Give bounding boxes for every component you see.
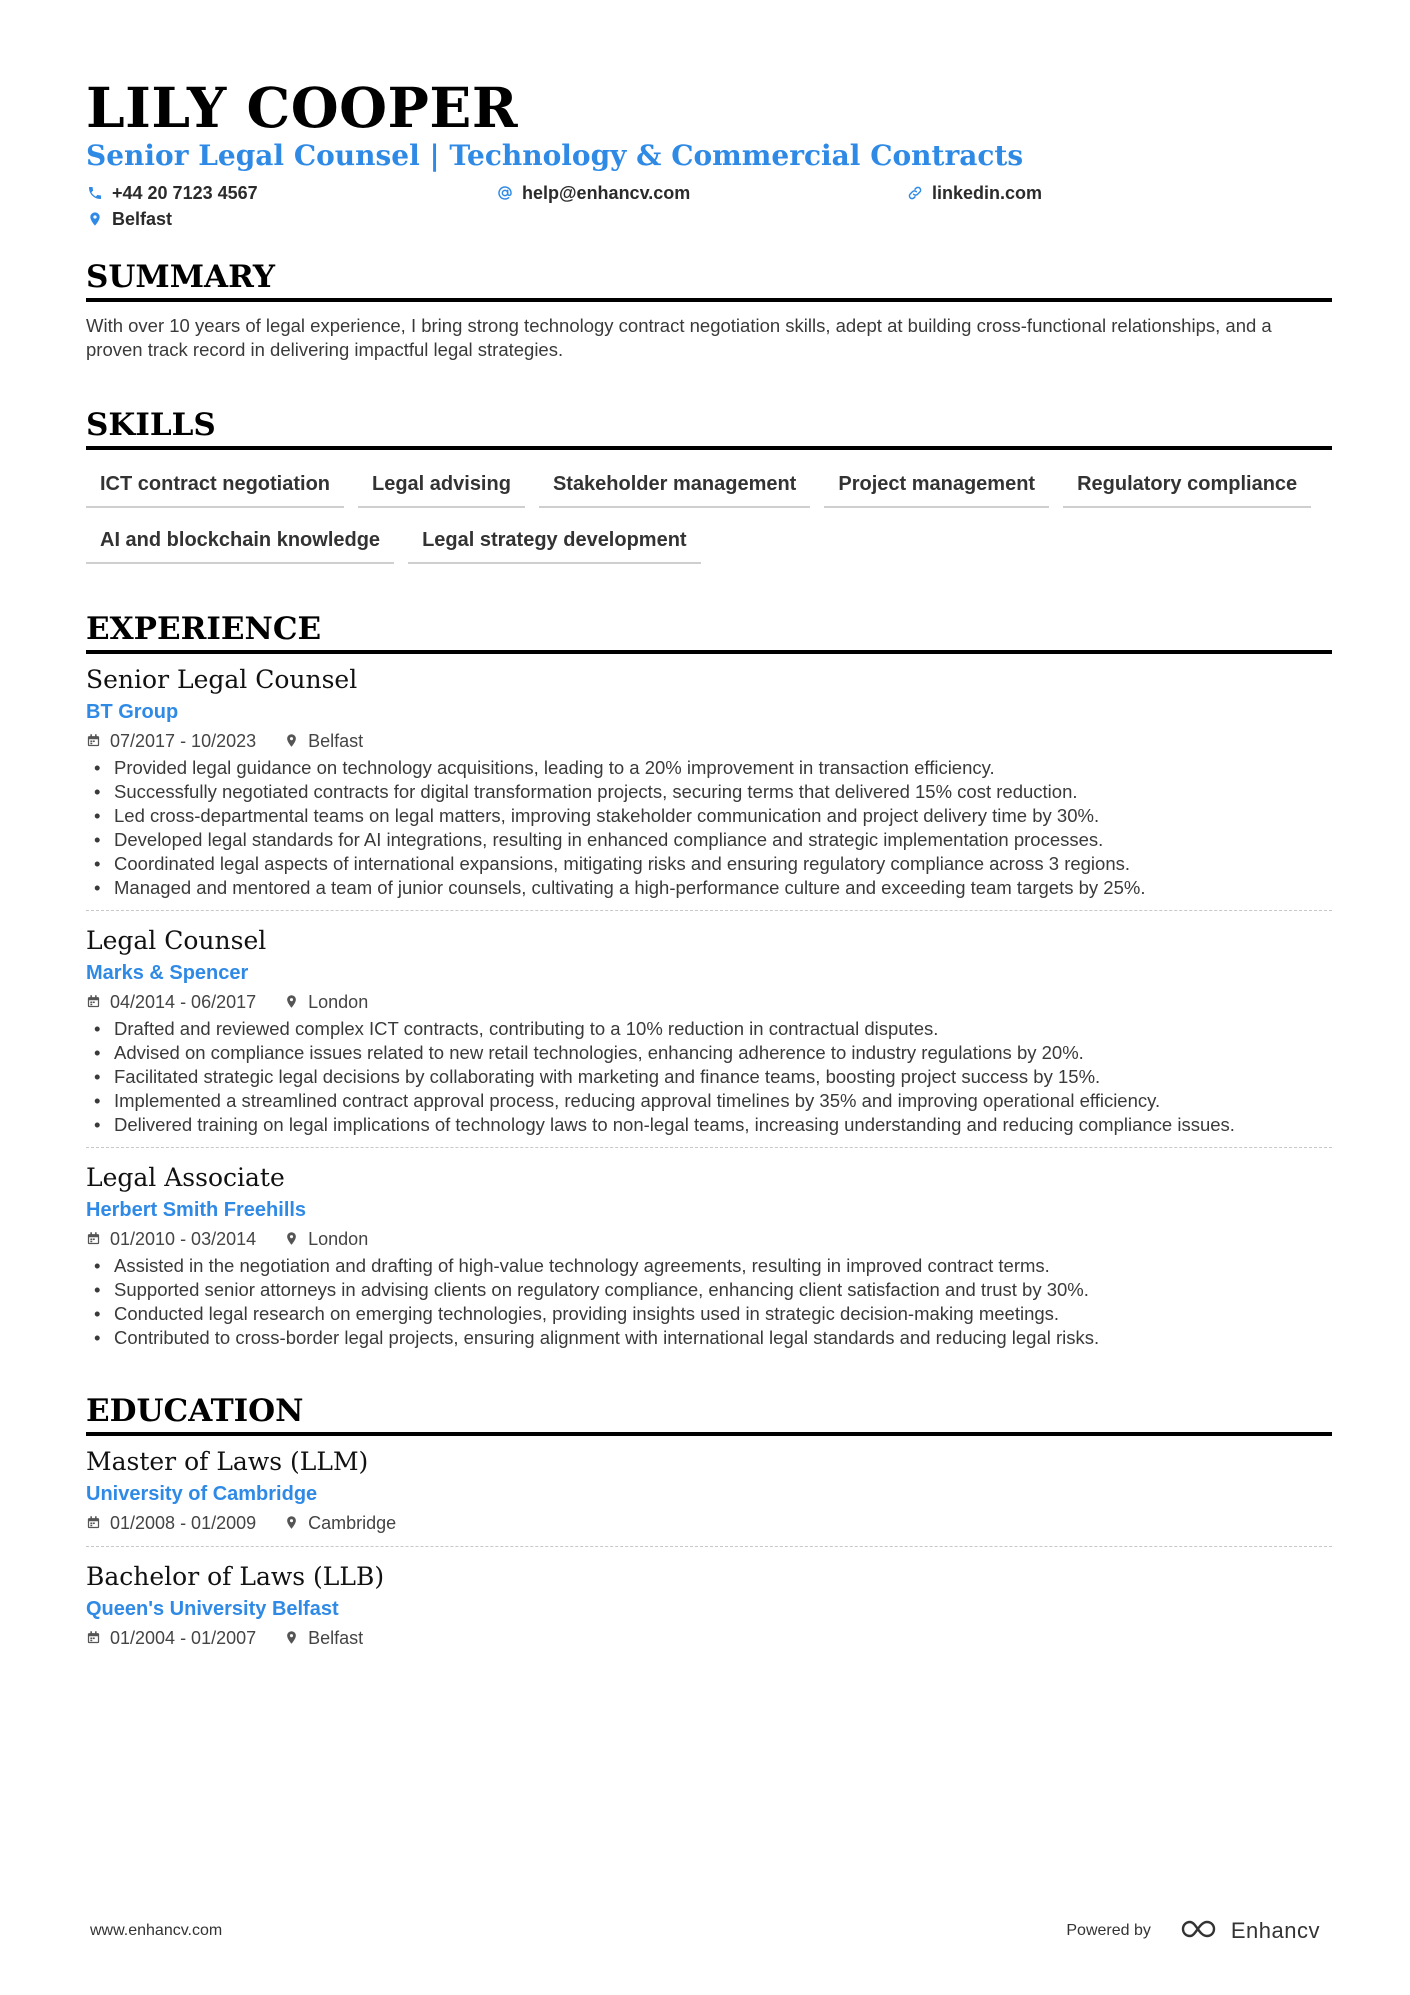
education-title: EDUCATION [86,1392,1332,1436]
achievement-item: • Conducted legal research on emerging technologies, providing insights used in strategic decision-making meetings. [86,1302,1332,1326]
entry-location: Belfast [308,731,364,751]
entry-dates: 07/2017 - 10/2023 [110,731,257,751]
skill-tag: Project management [824,466,1049,508]
location-text: Belfast [112,208,173,229]
calendar-icon [86,1630,102,1646]
experience-title: EXPERIENCE [86,610,1332,654]
at-icon [496,184,514,202]
calendar-icon [86,1515,102,1531]
enhancv-logo[interactable] [1177,1917,1320,1946]
map-pin-icon [284,1515,300,1531]
skill-tag: Legal strategy development [408,522,701,564]
candidate-name: LILY COOPER [86,75,519,140]
achievement-list [86,756,1332,900]
achievement-item: • Assisted in the negotiation and drafting of high-value technology agreements, resulting in improved contract terms. [86,1254,1332,1278]
achievement-item: • Managed and mentored a team of junior counsels, cultivating a high-performance culture and exceeding team targets by 25%. [86,876,1332,900]
entry-location: Belfast [308,1628,364,1648]
skills-title: SKILLS [86,406,1332,450]
skills-section [86,406,1332,578]
contact-linkedin[interactable] [906,180,1326,206]
map-pin-icon [284,1231,300,1247]
entry-dates: 01/2010 - 03/2014 [110,1229,257,1249]
company-name: BT Group [86,701,179,723]
contact-email[interactable] [496,180,906,206]
experience-section [86,610,1332,1360]
achievement-item: • Provided legal guidance on technology acquisitions, leading to a 20% improvement in transaction efficiency. [86,756,1332,780]
entry-location: Cambridge [308,1513,397,1533]
resume-header [86,76,1332,232]
entry-dates: 01/2004 - 01/2007 [110,1628,257,1648]
experience-entry [86,1147,1332,1360]
entry-location: London [308,992,369,1012]
achievement-item: • Led cross-departmental teams on legal matters, improving stakeholder communication and project delivery time by 30%. [86,804,1332,828]
company-name: Marks & Spencer [86,962,249,984]
school-name: University of Cambridge [86,1483,318,1505]
phone-number: +44 20 7123 4567 [112,182,258,203]
entry-dates: 01/2008 - 01/2009 [110,1513,257,1533]
entry-meta [86,1226,1332,1252]
infinity-logo-icon [1177,1917,1223,1946]
entry-meta [86,728,1332,754]
resume-page [86,76,1332,1661]
education-entry [86,1546,1332,1661]
email-address: help@enhancv.com [522,182,691,203]
link-icon [906,184,924,202]
entry-location: London [308,1229,369,1249]
powered-by [1066,1917,1320,1946]
map-pin-icon [284,733,300,749]
company-name: Herbert Smith Freehills [86,1199,307,1221]
entry-dates: 04/2014 - 06/2017 [110,992,257,1012]
degree-title: Master of Laws (LLM) [86,1447,369,1476]
skill-tag: Regulatory compliance [1063,466,1311,508]
summary-text: With over 10 years of legal experience, I bring strong technology contract negotiation skills, adept at building cross-functional relationships, and a proven track record in delivering impactful legal strategies. [86,315,1272,360]
page-footer [90,1916,1320,1946]
candidate-headline: Senior Legal Counsel | Technology & Commercial Contracts [86,139,1024,172]
skills-list [86,466,1332,578]
brand-name: Enhancv [1230,1918,1320,1943]
calendar-icon [86,994,102,1010]
achievement-item: • Supported senior attorneys in advising clients on regulatory compliance, enhancing client satisfaction and trust by 30%. [86,1278,1332,1302]
skill-tag: ICT contract negotiation [86,466,344,508]
map-pin-icon [284,994,300,1010]
skill-tag: Stakeholder management [539,466,810,508]
achievement-item: • Advised on compliance issues related to new retail technologies, enhancing adherence to industry regulations by 20%. [86,1041,1332,1065]
skill-tag: Legal advising [358,466,525,508]
entry-meta [86,1510,1332,1536]
skill-tag: AI and blockchain knowledge [86,522,394,564]
achievement-item: • Successfully negotiated contracts for digital transformation projects, securing terms that delivered 15% cost reduction. [86,780,1332,804]
achievement-item: • Implemented a streamlined contract approval process, reducing approval timelines by 35% and improving operational efficiency. [86,1089,1332,1113]
achievement-item: • Developed legal standards for AI integrations, resulting in enhanced compliance and strategic implementation processes. [86,828,1332,852]
calendar-icon [86,733,102,749]
contact-phone[interactable] [86,180,496,206]
experience-entry [86,910,1332,1147]
contact-location [86,206,496,232]
job-title: Legal Associate [86,1163,285,1192]
achievement-item: • Drafted and reviewed complex ICT contracts, contributing to a 10% reduction in contractual disputes. [86,1017,1332,1041]
education-entry [86,1436,1332,1546]
footer-url[interactable]: www.enhancv.com [90,1922,223,1939]
linkedin-url: linkedin.com [932,182,1043,203]
powered-by-label: Powered by [1066,1922,1151,1939]
job-title: Legal Counsel [86,926,267,955]
achievement-item: • Coordinated legal aspects of international expansions, mitigating risks and ensuring regulatory compliance across 3 regions. [86,852,1332,876]
contact-info [86,180,1332,232]
school-name: Queen's University Belfast [86,1598,339,1620]
experience-entry [86,654,1332,910]
achievement-item: • Facilitated strategic legal decisions by collaborating with marketing and finance teams, boosting project success by 15%. [86,1065,1332,1089]
map-pin-icon [86,210,104,228]
summary-section [86,258,1332,362]
summary-title: SUMMARY [86,258,1332,302]
entry-meta [86,989,1332,1015]
achievement-list [86,1017,1332,1137]
degree-title: Bachelor of Laws (LLB) [86,1562,385,1591]
achievement-item: • Contributed to cross-border legal projects, ensuring alignment with international legal standards and reducing legal risks. [86,1326,1332,1350]
phone-icon [86,184,104,202]
education-section [86,1392,1332,1661]
map-pin-icon [284,1630,300,1646]
job-title: Senior Legal Counsel [86,665,358,694]
achievement-list [86,1254,1332,1350]
entry-meta [86,1625,1332,1651]
calendar-icon [86,1231,102,1247]
achievement-item: • Delivered training on legal implications of technology laws to non-legal teams, increasing understanding and reducing compliance issues. [86,1113,1332,1137]
